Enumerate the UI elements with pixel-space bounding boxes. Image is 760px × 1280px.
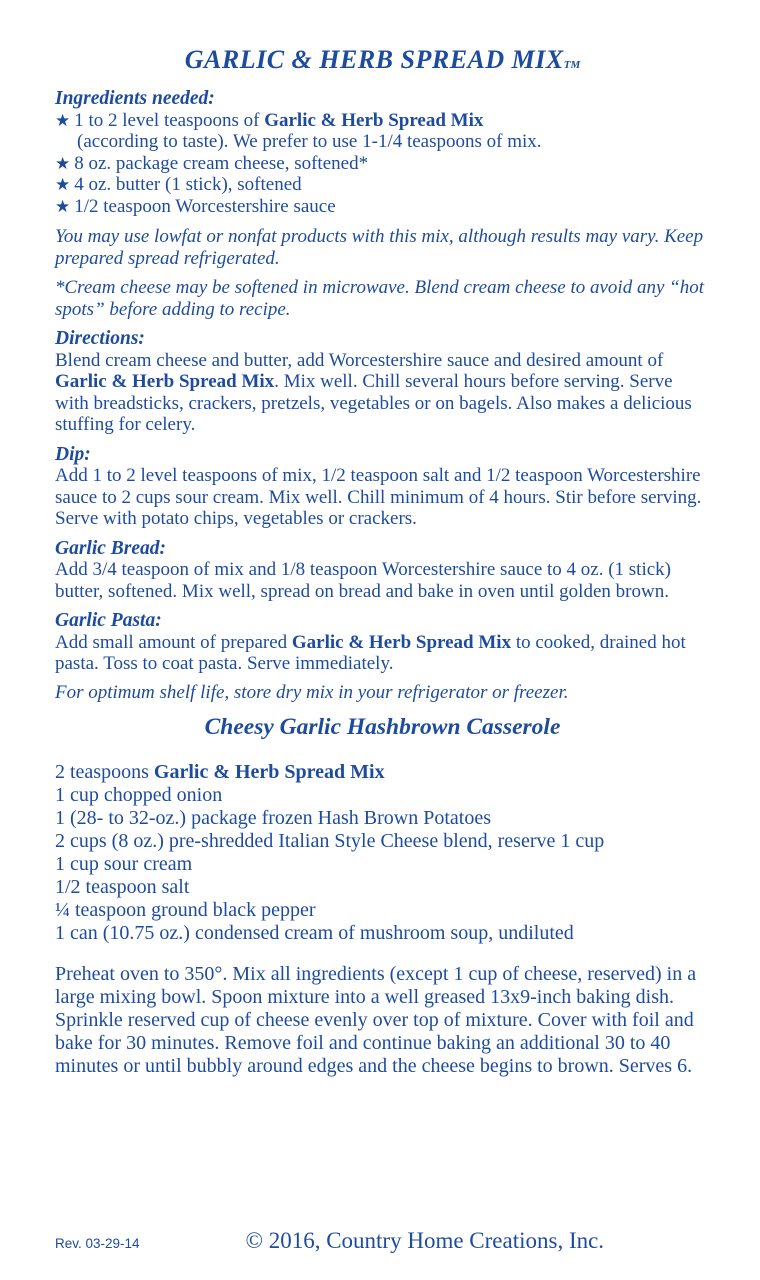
casserole-ingredient: 1 (28- to 32-oz.) package frozen Hash Brown Potatoes — [55, 806, 491, 829]
casserole-title: Cheesy Garlic Hashbrown Casserole — [204, 714, 561, 740]
dip-heading: Dip: — [55, 443, 91, 465]
directions-text — [55, 350, 710, 436]
directions-heading: Directions: — [55, 328, 145, 349]
trademark-symbol: TM — [563, 59, 581, 71]
ingredient-text: 4 oz. butter (1 stick), softened — [74, 174, 302, 195]
ingredient-text: 1/2 teaspoon Worcestershire sauce — [74, 195, 336, 217]
ingredient-text: 8 oz. package cream cheese, softened* — [74, 152, 369, 174]
dip-text: Add 1 to 2 level teaspoons of mix, 1/2 teaspoon salt and 1/2 teaspoon Worcestershire sauce to 2 cups sour cream. Mix well. Chill minimum of 4 hours. Stir before serving. Serve with potato chips, vegetables or crackers. — [55, 465, 702, 529]
product-name: Garlic & Herb Spread Mix — [153, 760, 385, 783]
casserole-ingredient: 1/2 teaspoon salt — [55, 875, 190, 898]
casserole-instructions: Preheat oven to 350°. Mix all ingredients (except 1 cup of cheese, reserved) in a large mixing bowl. Spoon mixture into a well greased 13x9-inch baking dish. Sprinkle reserved cup of cheese evenly over top of mixture. Cover with foil and bake for 30 minutes. Remove foil and continue baking an additional 30 to 40 minutes or until bubbly around edges and the cheese begins to brown. Serves 6. — [55, 962, 697, 1077]
ingredient-item — [55, 153, 710, 175]
copyright-text: © 2016, Country Home Creations, Inc. — [245, 1228, 605, 1253]
ingredient-text: 2 teaspoons — [55, 760, 154, 783]
casserole-ingredient: 1 cup chopped onion — [55, 783, 223, 806]
casserole-ingredient: 1 can (10.75 oz.) condensed cream of mushroom soup, undiluted — [55, 921, 574, 944]
revision-label: Rev. 03-29-14 — [55, 1236, 140, 1251]
directions-pre: Blend cream cheese and butter, add Worcestershire sauce and desired amount of — [55, 349, 664, 371]
star-bullet-icon: ★ — [55, 153, 71, 173]
spread-mix-section — [55, 88, 710, 703]
casserole-ingredient: 2 cups (8 oz.) pre-shredded Italian Style Cheese blend, reserve 1 cup — [55, 829, 605, 852]
casserole-ingredient: ¼ teaspoon ground black pepper — [55, 898, 316, 921]
product-name: Garlic & Herb Spread Mix — [291, 631, 512, 653]
product-name: Garlic & Herb Spread Mix — [264, 109, 484, 131]
ingredient-item — [55, 174, 710, 196]
product-title: GARLIC & HERB SPREAD MIX — [184, 45, 564, 74]
garlic-pasta-post: to cooked, drained hot pasta. Toss to coat pasta. Serve immediately. — [55, 631, 686, 674]
casserole-ingredient-list — [55, 761, 710, 945]
garlic-pasta-text — [55, 632, 710, 675]
softening-note: *Cream cheese may be softened in microwave. Blend cream cheese to avoid any “hot spots” before adding to recipe. — [55, 277, 704, 320]
garlic-pasta-pre: Add small amount of prepared — [55, 631, 292, 653]
star-bullet-icon: ★ — [55, 196, 71, 216]
garlic-bread-text: Add 3/4 teaspoon of mix and 1/8 teaspoon Worcestershire sauce to 4 oz. (1 stick) butter, softened. Mix well, spread on bread and bake in oven until golden brown. — [55, 559, 671, 602]
ingredient-continuation: (according to taste). We prefer to use 1-1/4 teaspoons of mix. — [77, 131, 542, 152]
star-bullet-icon: ★ — [55, 110, 71, 130]
ingredient-item — [55, 110, 710, 132]
casserole-ingredient — [55, 761, 710, 784]
garlic-pasta-heading: Garlic Pasta: — [55, 610, 162, 631]
directions-post: . Mix well. Chill several hours before serving. Serve with breadsticks, crackers, pretzels, vegetables or on bagels. Also makes a delicious stuffing for celery. — [55, 371, 692, 435]
product-name: Garlic & Herb Spread Mix — [55, 371, 275, 392]
ingredients-heading: Ingredients needed: — [55, 88, 215, 109]
casserole-section — [55, 761, 710, 1078]
garlic-bread-heading: Garlic Bread: — [55, 537, 167, 559]
casserole-ingredient: 1 cup sour cream — [55, 852, 193, 875]
star-bullet-icon: ★ — [55, 175, 71, 194]
ingredient-item — [55, 196, 710, 218]
footer — [55, 1228, 710, 1254]
lowfat-note: You may use lowfat or nonfat products with this mix, although results may vary. Keep prepared spread refrigerated. — [55, 226, 704, 269]
page-title — [55, 46, 710, 79]
shelf-life-note: For optimum shelf life, store dry mix in your refrigerator or freezer. — [55, 681, 569, 703]
ingredient-text: 1 to 2 level teaspoons of — [74, 109, 265, 131]
